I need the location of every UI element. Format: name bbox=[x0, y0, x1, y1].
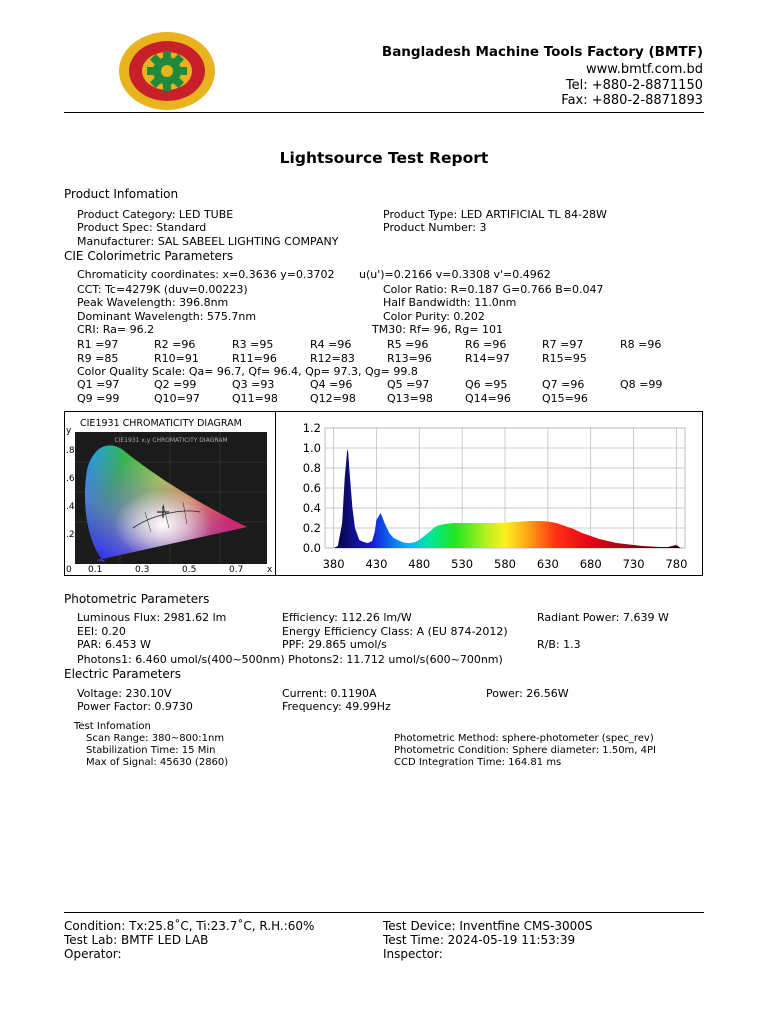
cie-x-tick: 0.7 bbox=[229, 565, 244, 575]
rb-ratio: R/B: 1.3 bbox=[537, 638, 581, 651]
efficiency: Efficiency: 112.26 lm/W bbox=[282, 611, 412, 624]
cie-chromaticity-diagram bbox=[75, 432, 267, 564]
r-value: R2 =96 bbox=[154, 338, 196, 351]
cie-y-label: y bbox=[66, 426, 72, 436]
frequency: Frequency: 49.99Hz bbox=[282, 700, 391, 713]
product-type: Product Type: LED ARTIFICIAL TL 84-28W bbox=[383, 208, 607, 221]
y-tick-label: 0.0 bbox=[302, 541, 321, 555]
max-signal: Max of Signal: 45630 (2860) bbox=[86, 757, 229, 768]
q-values-row-1 bbox=[77, 378, 662, 392]
q-value: Q15=96 bbox=[542, 392, 588, 405]
eei: EEI: 0.20 bbox=[77, 625, 126, 638]
r-value: R4 =96 bbox=[310, 338, 352, 351]
cie-x-label: x bbox=[267, 565, 273, 575]
cct: CCT: Tc=4279K (duv=0.00223) bbox=[77, 283, 248, 296]
y-tick-label: 1.2 bbox=[302, 421, 321, 435]
r-value: R9 =85 bbox=[77, 352, 119, 365]
cie-y-tick: .6 bbox=[66, 474, 75, 484]
test-lab: Test Lab: BMTF LED LAB bbox=[64, 933, 209, 947]
q-value: Q7 =96 bbox=[542, 378, 585, 391]
peak-wavelength: Peak Wavelength: 396.8nm bbox=[77, 296, 229, 309]
color-ratio: Color Ratio: R=0.187 G=0.766 B=0.047 bbox=[383, 283, 604, 296]
r-value: R15=95 bbox=[542, 352, 587, 365]
x-tick-label: 530 bbox=[451, 557, 474, 571]
dominant-wavelength: Dominant Wavelength: 575.7nm bbox=[77, 310, 257, 323]
uv-coordinates: u(u')=0.2166 v=0.3308 v'=0.4962 bbox=[359, 268, 551, 281]
cri: CRI: Ra= 96.2 bbox=[77, 323, 155, 336]
color-quality-scale: Color Quality Scale: Qa= 96.7, Qf= 96.4, Qp= 97.3, Qg= 99.8 bbox=[77, 365, 418, 378]
svg-text:CIE1931 x,y CHROMATICITY DIAGR: CIE1931 x,y CHROMATICITY DIAGRAM bbox=[114, 437, 228, 444]
test-condition: Condition: Tx:25.8˚C, Ti:23.7˚C, R.H.:60% bbox=[64, 919, 315, 933]
q-value: Q8 =99 bbox=[620, 378, 663, 391]
tm30: TM30: Rf= 96, Rg= 101 bbox=[372, 323, 503, 336]
cie-y-tick: .4 bbox=[66, 502, 75, 512]
q-value: Q1 =97 bbox=[77, 378, 120, 391]
stabilization-time: Stabilization Time: 15 Min bbox=[86, 745, 216, 756]
spectrum-chart bbox=[278, 414, 698, 574]
x-tick-label: 580 bbox=[494, 557, 516, 571]
product-spec: Product Spec: Standard bbox=[77, 221, 207, 234]
cie-y-tick: .8 bbox=[66, 446, 75, 456]
x-tick-label: 430 bbox=[365, 557, 388, 571]
bmtf-logo bbox=[118, 31, 216, 111]
energy-efficiency-class: Energy Efficiency Class: A (EU 874-2012) bbox=[282, 625, 508, 638]
r-value: R11=96 bbox=[232, 352, 277, 365]
manufacturer: Manufacturer: SAL SABEEL LIGHTING COMPANY bbox=[77, 235, 339, 248]
footer-rule bbox=[64, 912, 704, 913]
ppf: PPF: 29.865 umol/s bbox=[282, 638, 387, 651]
cie-x-tick: 0.3 bbox=[135, 565, 150, 575]
cie-diagram-title: CIE1931 CHROMATICITY DIAGRAM bbox=[80, 418, 242, 429]
test-device: Test Device: Inventfine CMS-3000S bbox=[383, 919, 593, 933]
fax: Fax: +880-2-8871893 bbox=[561, 93, 703, 108]
q-value: Q2 =99 bbox=[154, 378, 197, 391]
q-value: Q9 =99 bbox=[77, 392, 120, 405]
q-value: Q12=98 bbox=[310, 392, 356, 405]
q-value: Q5 =97 bbox=[387, 378, 430, 391]
test-time: Test Time: 2024-05-19 11:53:39 bbox=[383, 933, 576, 947]
product-number: Product Number: 3 bbox=[383, 221, 487, 234]
test-info-heading: Test Infomation bbox=[74, 721, 151, 732]
telephone: Tel: +880-2-8871150 bbox=[565, 78, 703, 93]
x-tick-label: 630 bbox=[536, 557, 559, 571]
header-rule bbox=[64, 112, 704, 113]
cie-x-tick: 0 bbox=[66, 565, 72, 575]
r-value: R12=83 bbox=[310, 352, 355, 365]
power-factor: Power Factor: 0.9730 bbox=[77, 700, 193, 713]
photons: Photons1: 6.460 umol/s(400~500nm) Photons2: 11.712 umol/s(600~700nm) bbox=[77, 653, 503, 666]
q-value: Q10=97 bbox=[154, 392, 200, 405]
spectrum-y-ticks bbox=[303, 421, 321, 555]
color-purity: Color Purity: 0.202 bbox=[383, 310, 485, 323]
luminous-flux: Luminous Flux: 2981.62 lm bbox=[77, 611, 227, 624]
operator: Operator: bbox=[64, 947, 122, 961]
scan-range: Scan Range: 380~800:1nm bbox=[86, 733, 225, 744]
x-tick-label: 380 bbox=[322, 557, 345, 571]
q-values-row-2 bbox=[77, 392, 588, 406]
q-value: Q6 =95 bbox=[465, 378, 508, 391]
x-tick-label: 780 bbox=[665, 557, 688, 571]
cie-x-tick: 0.5 bbox=[182, 565, 197, 575]
voltage: Voltage: 230.10V bbox=[77, 687, 172, 700]
y-tick-label: 1.0 bbox=[302, 441, 321, 455]
r-values-row-2 bbox=[77, 352, 587, 366]
photometric-condition: Photometric Condition: Sphere diameter: 1.50m, 4PI bbox=[394, 745, 656, 756]
q-value: Q3 =93 bbox=[232, 378, 275, 391]
electric-heading: Electric Parameters bbox=[64, 667, 181, 681]
photometric-method: Photometric Method: sphere-photometer (spec_rev) bbox=[394, 733, 654, 744]
par: PAR: 6.453 W bbox=[77, 638, 151, 651]
r-value: R7 =97 bbox=[542, 338, 584, 351]
half-bandwidth: Half Bandwidth: 11.0nm bbox=[383, 296, 517, 309]
x-tick-label: 730 bbox=[622, 557, 645, 571]
cie-x-tick: 0.1 bbox=[88, 565, 103, 575]
r-value: R10=91 bbox=[154, 352, 199, 365]
cie-y-tick: .2 bbox=[66, 530, 75, 540]
r-value: R1 =97 bbox=[77, 338, 119, 351]
product-category: Product Category: LED TUBE bbox=[77, 208, 234, 221]
r-value: R5 =96 bbox=[387, 338, 429, 351]
photometric-heading: Photometric Parameters bbox=[64, 592, 210, 606]
x-tick-label: 480 bbox=[408, 557, 431, 571]
chromaticity-coordinates: Chromaticity coordinates: x=0.3636 y=0.3702 bbox=[77, 268, 335, 281]
q-value: Q14=96 bbox=[465, 392, 511, 405]
y-tick-label: 0.2 bbox=[302, 521, 321, 535]
inspector: Inspector: bbox=[383, 947, 443, 961]
y-tick-label: 0.4 bbox=[302, 501, 321, 515]
radiant-power: Radiant Power: 7.639 W bbox=[537, 611, 669, 624]
website: www.bmtf.com.bd bbox=[585, 62, 703, 77]
company-name: Bangladesh Machine Tools Factory (BMTF) bbox=[381, 44, 703, 60]
figures-divider bbox=[275, 411, 276, 576]
r-value: R8 =96 bbox=[620, 338, 662, 351]
r-value: R3 =95 bbox=[232, 338, 274, 351]
report-title: Lightsource Test Report bbox=[279, 149, 489, 167]
power: Power: 26.56W bbox=[486, 687, 569, 700]
ccd-integration-time: CCD Integration Time: 164.81 ms bbox=[394, 757, 562, 768]
cie-heading: CIE Colorimetric Parameters bbox=[64, 249, 234, 263]
x-tick-label: 680 bbox=[579, 557, 602, 571]
r-value: R6 =96 bbox=[465, 338, 507, 351]
r-value: R14=97 bbox=[465, 352, 510, 365]
q-value: Q4 =96 bbox=[310, 378, 353, 391]
q-value: Q13=98 bbox=[387, 392, 433, 405]
r-value: R13=96 bbox=[387, 352, 432, 365]
r-values-row-1 bbox=[77, 338, 661, 352]
q-value: Q11=98 bbox=[232, 392, 278, 405]
y-tick-label: 0.8 bbox=[302, 461, 321, 475]
y-tick-label: 0.6 bbox=[302, 481, 321, 495]
spectrum-x-ticks bbox=[323, 557, 688, 571]
current: Current: 0.1190A bbox=[282, 687, 377, 700]
product-info-heading: Product Infomation bbox=[64, 187, 179, 201]
